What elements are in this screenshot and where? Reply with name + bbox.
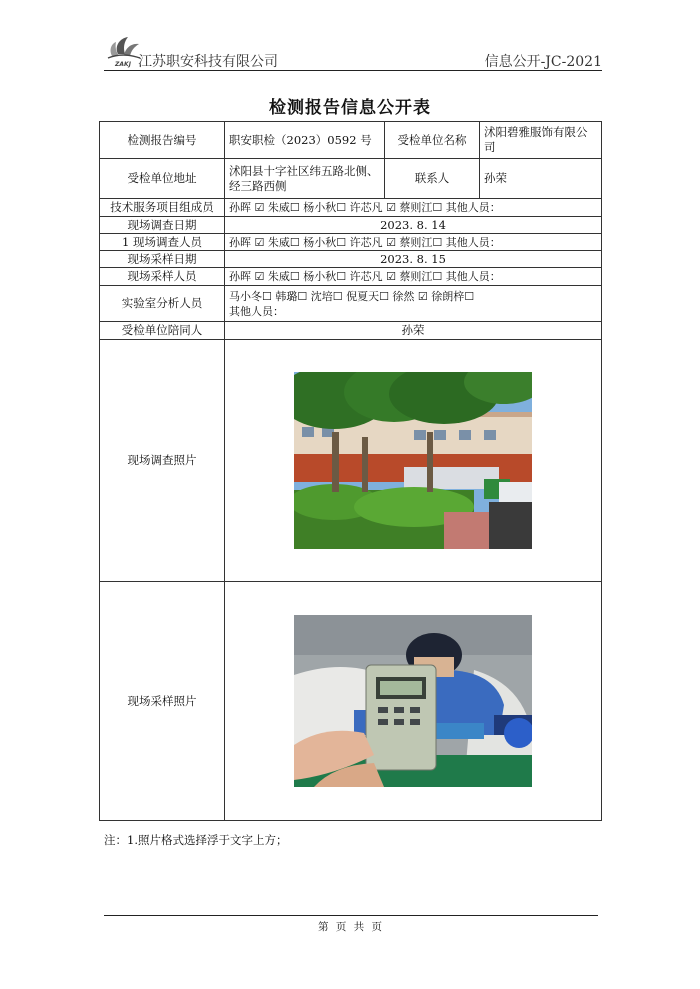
lab-staff-label: 实验室分析人员 [100,286,225,322]
sampling-date-value: 2023. 8. 15 [225,251,602,268]
survey-photo-cell [225,340,602,582]
table-row [100,582,602,821]
report-no-label: 检测报告编号 [100,122,225,159]
client-value: 沭阳碧雅服饰有限公司 [480,122,602,159]
client-label: 受检单位名称 [385,122,480,159]
escort-label: 受检单位陪同人 [100,322,225,340]
survey-date-value: 2023. 8. 14 [225,217,602,234]
address-value: 沭阳县十字社区纬五路北侧、经三路西侧 [225,159,385,199]
escort-value: 孙荣 [225,322,602,340]
survey-staff-label: 1 现场调查人员 [100,234,225,251]
table-row [100,122,602,159]
sampling-photo-cell [225,582,602,821]
survey-photo [294,372,532,549]
table-row [100,268,602,286]
survey-date-label: 现场调查日期 [100,217,225,234]
sampling-photo-label: 现场采样照片 [100,582,225,821]
lab-staff-line2: 其他人员： [229,304,284,318]
company-logo [104,34,142,68]
footnote: 注：1.照片格式选择浮于文字上方； [104,833,288,847]
table-row [100,234,602,251]
document-number: 信息公开-JC-2021 [484,54,602,70]
contact-value: 孙荣 [480,159,602,199]
page-title: 检测报告信息公开表 [269,98,431,118]
table-row [100,286,602,322]
lab-staff-value [225,286,602,322]
sampling-date-label: 现场采样日期 [100,251,225,268]
tech-members-label: 技术服务项目组成员 [100,199,225,217]
contact-label: 联系人 [385,159,480,199]
report-no-value: 职安职检（2023）0592 号 [225,122,385,159]
survey-photo-label: 现场调查照片 [100,340,225,582]
table-row [100,159,602,199]
footer-divider [104,915,598,916]
page-footer: 第 页 共 页 [317,921,382,933]
table-row [100,251,602,268]
lab-staff-line1: 马小冬☐ 韩璐☐ 沈培☐ 倪夏天☐ 徐然 ☑ 徐朗梓☐ [229,289,475,303]
table-row [100,322,602,340]
sampling-staff-label: 现场采样人员 [100,268,225,286]
table-row [100,340,602,582]
sampling-photo [294,615,532,787]
tech-members-value: 孙晖 ☑ 朱威☐ 杨小秋☐ 许芯凡 ☑ 蔡则江☐ 其他人员： [225,199,602,217]
page-header [104,30,602,71]
logo-text: ZAKJ [115,61,131,68]
table-row [100,199,602,217]
sampling-staff-value: 孙晖 ☑ 朱威☐ 杨小秋☐ 许芯凡 ☑ 蔡则江☐ 其他人员： [225,268,602,286]
table-row [100,217,602,234]
survey-staff-value: 孙晖 ☑ 朱威☐ 杨小秋☐ 许芯凡 ☑ 蔡则江☐ 其他人员： [225,234,602,251]
address-label: 受检单位地址 [100,159,225,199]
company-name: 江苏职安科技有限公司 [138,54,278,70]
report-info-table [99,121,602,821]
